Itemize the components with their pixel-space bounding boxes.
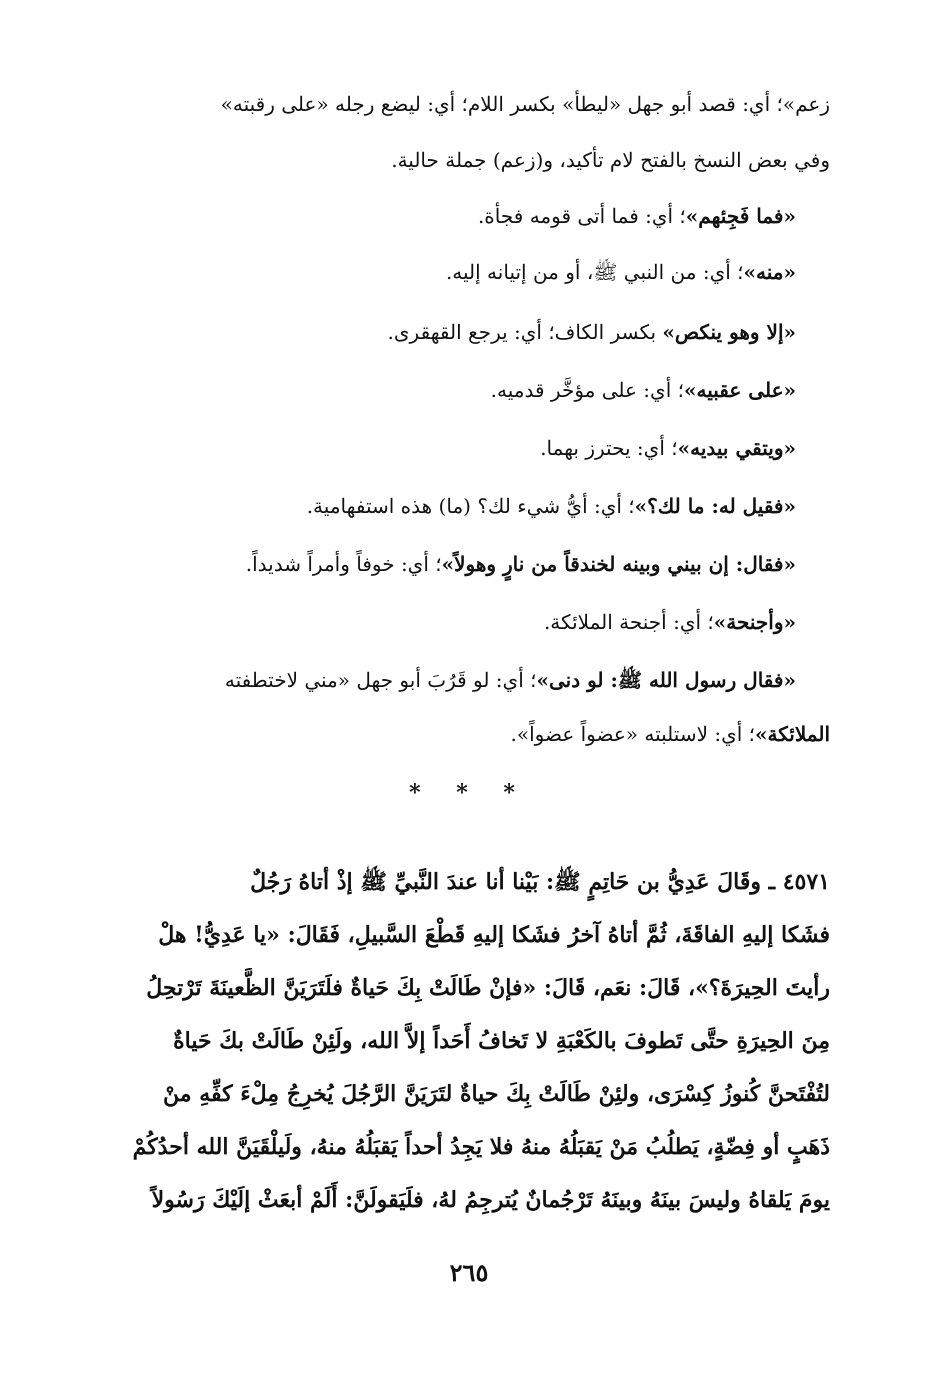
commentary-line: [108, 428, 796, 468]
commentary-lemma: «إلا وهو ينكص»: [662, 320, 796, 344]
commentary-lemma: الملائكة»: [755, 722, 830, 746]
commentary-lemma: «منه»: [743, 260, 796, 284]
commentary-text: ؛ أي: أجنحة الملائكة.: [543, 610, 714, 634]
commentary-line: [108, 370, 796, 410]
commentary-text: ؛ أي: لو قَرُبَ أبو جهل «مني لاختطفته: [224, 668, 537, 692]
hadith-line: لتُفْتَحنَّ كُنوزُ كِسْرَى، ولئِنْ طَالَتْ بِكَ حياةٌ لتَرَيَنَّ الرَّجُلَ يُخرِجُ مِلْءَ كفِّهِ منْ: [163, 1081, 830, 1107]
hadith-line: ذَهَبٍ أو فِضّةٍ، يَطلُبُ مَنْ يَقبَلُهُ منهُ فلا يَجِدُ أحداً يَقبَلُهُ منهُ، ولَيلْقَيَنَّ الله أحدُكُمْ: [132, 1134, 830, 1160]
commentary-lemma: «فما فَجِئهم»: [685, 204, 796, 228]
commentary-lemma: «فقيل له: ما لك؟»: [634, 494, 796, 518]
hadith-line: فشَكا إليهِ الفاقَةَ، ثُمَّ أتاهُ آخرُ فشَكا إليهِ قَطْعَ السَّبيلِ، فَقَالَ: «يا عَدِيُّ! هلْ: [158, 922, 830, 948]
hadith-line: ٤٥٧١ ـ وقَالَ عَدِيُّ بن حَاتِمٍ ﷺ: بَيْنا أنا عندَ النَّبيِّ ﷺ إذْ أتاهُ رَجُلٌ: [250, 869, 830, 895]
commentary-text: ؛ أي: فما أتى قومه فجأة.: [477, 204, 686, 228]
commentary-text: وفي بعض النسخ بالفتح لام تأكيد، و(زعم) جملة حالية.: [391, 148, 830, 172]
commentary-text: ؛ أي: من النبي ﷺ، أو من إتيانه إليه.: [445, 260, 744, 284]
commentary-text: زعم»؛ أي: قصد أبو جهل «ليطأ» بكسر اللام؛ أي: ليضع رجله «على رقبته»: [220, 92, 830, 116]
commentary-text: ؛ أي: على مؤخَّر قدميه.: [490, 378, 684, 402]
commentary-line: [108, 196, 796, 236]
commentary-text: بكسر الكاف؛ أي: يرجع القهقرى.: [387, 320, 663, 344]
commentary-text: ؛ أي: خوفاً وأمراً شديداً.: [245, 552, 442, 576]
commentary-line: [108, 312, 796, 352]
commentary-line: [108, 140, 830, 180]
commentary-lemma: «على عقبيه»: [683, 378, 796, 402]
section-separator: * * *: [409, 780, 529, 806]
commentary-line: [108, 544, 796, 584]
commentary-line: [108, 660, 796, 700]
commentary-lemma: «فقال رسول الله ﷺ: لو دنى»: [536, 668, 796, 692]
commentary-line: [108, 714, 830, 754]
commentary-text: ؛ أي: يحترز بهما.: [540, 436, 678, 460]
commentary-text: ؛ أي: لاستلبته «عضواً عضواً».: [510, 722, 756, 746]
commentary-line: [108, 84, 830, 124]
commentary-line: [108, 486, 796, 526]
hadith-line: مِنَ الحِيرَةِ حتَّى تَطوفَ بالكَعْبَةِ لا تَخافُ أَحَداً إلاَّ الله، ولَئِنْ طَالَتْ بكَ حَياةٌ: [173, 1028, 830, 1054]
commentary-line: [108, 252, 796, 292]
commentary-text: ؛ أي: أيُّ شيء لك؟ (ما) هذه استفهامية.: [306, 494, 635, 518]
hadith-line: يومَ يَلقاهُ وليسَ بينَهُ وبينَهُ تَرْجُمانٌ يُترجِمُ لهُ، فلَيَقولَنَّ: أَلَمْ أبعَثْ إلَيْكَ رَسُولاً: [151, 1187, 830, 1213]
hadith-line: رأيتَ الحِيرَةَ؟»، قَالَ: نعَم، قَالَ: «فإنْ طَالَتْ بِكَ حَياةٌ فلَتَرَيَنَّ الظَّعينَةَ تَرْتحِلُ: [146, 975, 830, 1001]
commentary-lemma: «فقال: إن بيني وبينه لخندقاً من نارٍ وهولاً»: [441, 552, 796, 576]
commentary-line: [108, 602, 796, 642]
commentary-lemma: «ويتقي بيديه»: [677, 436, 796, 460]
page-number: ٢٦٥: [449, 1258, 489, 1287]
commentary-lemma: «وأجنحة»: [713, 610, 796, 634]
